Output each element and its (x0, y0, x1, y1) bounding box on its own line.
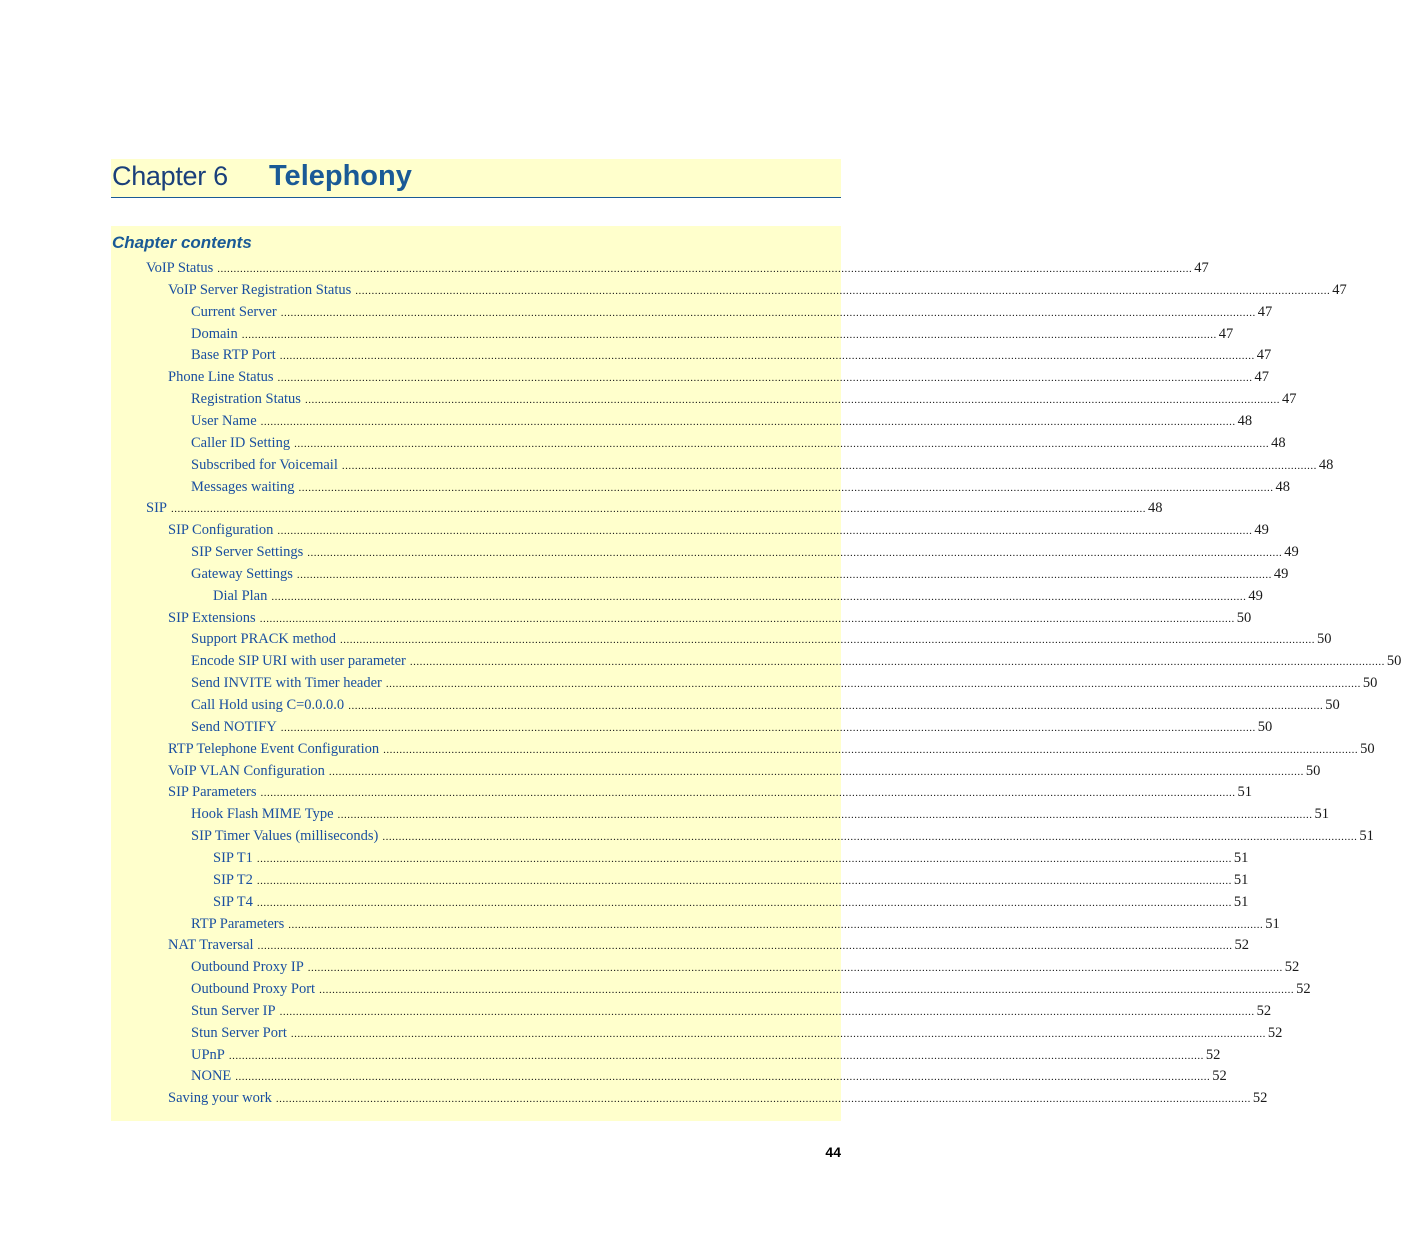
chapter-title: Telephony (269, 160, 412, 192)
toc-entry[interactable] (191, 979, 1311, 1001)
toc-entry-page: 52 (1212, 1068, 1227, 1085)
toc-entry-title: Current Server (191, 303, 277, 320)
toc-dot-leader: ............................................................................................................................................................................................................................................................................................................ (280, 306, 1256, 319)
toc-entry-page: 47 (1257, 303, 1273, 320)
toc-entry-title: SIP T1 (213, 849, 253, 866)
toc-dot-leader: ............................................................................................................................................................................................................................................................................................................ (290, 1027, 1266, 1040)
toc-dot-leader: ............................................................................................................................................................................................................................................................................................................ (348, 700, 1324, 712)
toc-entry[interactable] (213, 848, 1249, 870)
toc-entry[interactable] (168, 739, 1375, 761)
toc-entry[interactable] (191, 651, 1401, 673)
toc-entry-page: 50 (1257, 718, 1273, 735)
toc-entry-page: 48 (1275, 478, 1290, 495)
toc-entry[interactable] (191, 914, 1280, 936)
toc-entry-title: Stun Server Port (191, 1024, 287, 1041)
toc-entry-page: 51 (1265, 915, 1280, 932)
toc-entry-title: SIP Extensions (168, 609, 256, 626)
toc-entry[interactable] (191, 1001, 1272, 1023)
toc-entry[interactable] (168, 280, 1347, 302)
toc-entry-page: 52 (1234, 937, 1250, 954)
toc-entry[interactable] (213, 870, 1249, 892)
toc-entry-title: Messages waiting (191, 478, 295, 495)
toc-dot-leader: ............................................................................................................................................................................................................................................................................................................ (279, 1005, 1255, 1018)
toc-entry-title: Subscribed for Voicemail (191, 456, 338, 473)
toc-entry-page: 52 (1205, 1046, 1221, 1063)
toc-entry-title: VoIP Server Registration Status (168, 281, 352, 298)
toc-entry-title: SIP Timer Values (milliseconds) (191, 828, 379, 845)
toc-entry-page: 52 (1267, 1024, 1283, 1041)
toc-entry[interactable] (191, 826, 1374, 848)
toc-entry-page: 51 (1359, 828, 1374, 845)
toc-dot-leader: ............................................................................................................................................................................................................................................................................................................ (307, 547, 1283, 560)
toc-dot-leader: ............................................................................................................................................................................................................................................................................................................ (241, 328, 1217, 341)
toc-dot-leader: ............................................................................................................................................................................................................................................................................................................ (275, 1093, 1251, 1106)
toc-dot-leader: ............................................................................................................................................................................................................................................................................................................ (337, 809, 1313, 822)
toc-dot-leader: ............................................................................................................................................................................................................................................................................................................ (296, 568, 1272, 581)
toc-entry[interactable] (191, 455, 1334, 477)
toc-dot-leader: ............................................................................................................................................................................................................................................................................................................ (307, 962, 1283, 975)
toc-entry-page: 47 (1256, 347, 1272, 364)
toc-entry[interactable] (191, 1045, 1221, 1067)
toc-entry-page: 47 (1281, 391, 1297, 408)
toc-dot-leader: ............................................................................................................................................................................................................................................................................................................ (259, 612, 1235, 625)
toc-entry-title: SIP Configuration (168, 522, 274, 539)
toc-dot-leader: ............................................................................................................................................................................................................................................................................................................ (235, 1071, 1211, 1084)
toc-dot-leader: ............................................................................................................................................................................................................................................................................................................ (288, 918, 1264, 931)
toc-entry-page: 51 (1233, 849, 1249, 866)
toc-entry[interactable] (213, 892, 1249, 914)
toc-entry-page: 47 (1254, 369, 1270, 386)
toc-dot-leader: ............................................................................................................................................................................................................................................................................................................ (328, 765, 1304, 778)
toc-entry-title: NONE (191, 1068, 232, 1085)
toc-entry[interactable] (168, 761, 1321, 783)
toc-entry[interactable] (191, 389, 1297, 411)
toc-entry-page: 50 (1360, 740, 1375, 757)
toc-dot-leader: ............................................................................................................................................................................................................................................................................................................ (256, 874, 1232, 887)
toc-entry-title: SIP (146, 500, 167, 517)
toc-entry[interactable] (191, 542, 1299, 564)
toc-entry-title: SIP Parameters (168, 784, 257, 801)
toc-dot-leader: ............................................................................................................................................................................................................................................................................................................ (319, 984, 1295, 997)
toc-dot-leader: ............................................................................................................................................................................................................................................................................................................ (340, 634, 1316, 647)
toc-entry-title: Phone Line Status (168, 369, 274, 386)
toc-dot-leader: ............................................................................................................................................................................................................................................................................................................ (170, 503, 1146, 516)
toc-dot-leader: ............................................................................................................................................................................................................................................................................................................ (383, 743, 1359, 756)
toc-dot-leader: ............................................................................................................................................................................................................................................................................................................ (228, 1049, 1204, 1062)
toc-dot-leader: ............................................................................................................................................................................................................................................................................................................ (304, 394, 1280, 407)
toc-entry[interactable] (191, 564, 1289, 586)
chapter-label: Chapter 6 (112, 161, 228, 191)
toc-entry-page: 52 (1252, 1090, 1268, 1107)
toc-dot-leader: ............................................................................................................................................................................................................................................................................................................ (341, 459, 1317, 472)
toc-entry-title: SIP T2 (213, 871, 253, 888)
toc-entry-title: Hook Flash MIME Type (191, 806, 334, 823)
toc-entry-title: SIP T4 (213, 893, 253, 910)
toc-entry-page: 47 (1218, 325, 1234, 342)
toc-entry-page: 51 (1233, 893, 1249, 910)
toc-entry-title: Dial Plan (213, 587, 268, 604)
toc-entry-page: 50 (1317, 631, 1332, 648)
toc-entry[interactable] (191, 433, 1286, 455)
toc-entry-page: 48 (1237, 412, 1253, 429)
toc-entry-title: RTP Parameters (191, 915, 285, 932)
toc-dot-leader: ............................................................................................................................................................................................................................................................................................................ (409, 656, 1385, 669)
toc-entry-title: Send NOTIFY (191, 718, 277, 735)
toc-dot-leader: ............................................................................................................................................................................................................................................................................................................ (298, 481, 1274, 494)
toc-entry-title: SIP Server Settings (191, 544, 304, 561)
toc-dot-leader: ............................................................................................................................................................................................................................................................................................................ (279, 350, 1255, 363)
toc-entry-page: 50 (1325, 697, 1340, 713)
toc-entry-title: Gateway Settings (191, 565, 293, 582)
toc-dot-leader: ............................................................................................................................................................................................................................................................................................................ (277, 525, 1253, 538)
toc-entry-title: VoIP VLAN Configuration (168, 762, 325, 779)
toc-dot-leader: ............................................................................................................................................................................................................................................................................................................ (257, 940, 1233, 953)
toc-entry[interactable] (168, 367, 1270, 389)
toc-entry[interactable] (168, 1088, 1268, 1110)
toc-entry-page: 50 (1362, 675, 1378, 692)
toc-entry[interactable] (146, 498, 1163, 520)
toc-entry-page: 49 (1248, 587, 1263, 604)
toc-entry[interactable] (191, 324, 1234, 346)
toc-dot-leader: ............................................................................................................................................................................................................................................................................................................ (256, 896, 1232, 909)
toc-entry[interactable] (191, 302, 1273, 324)
toc-entry-page: 49 (1273, 565, 1289, 582)
toc-entry[interactable] (191, 717, 1273, 739)
toc-dot-leader: ............................................................................................................................................................................................................................................................................................................ (385, 678, 1361, 691)
toc-entry[interactable] (168, 935, 1250, 957)
toc-entry-page: 52 (1296, 981, 1311, 998)
toc-entry-title: Saving your work (168, 1090, 272, 1107)
toc-entry-page: 47 (1194, 260, 1209, 276)
toc-entry-page: 49 (1254, 522, 1269, 539)
toc-entry[interactable] (191, 411, 1253, 433)
toc-entry[interactable] (168, 782, 1252, 804)
toc-entry-title: Send INVITE with Timer header (191, 675, 382, 692)
toc-entry-page: 48 (1318, 456, 1334, 473)
toc-entry[interactable] (191, 673, 1378, 695)
toc-entry[interactable] (191, 1023, 1283, 1045)
chapter-header (111, 159, 841, 198)
toc-entry-page: 51 (1233, 871, 1249, 888)
toc-dot-leader: ............................................................................................................................................................................................................................................................................................................ (256, 852, 1232, 865)
toc-entry[interactable] (191, 957, 1300, 979)
toc-entry-title: NAT Traversal (168, 937, 254, 954)
toc-entry-title: Outbound Proxy IP (191, 959, 304, 976)
toc-entry-title: Support PRACK method (191, 631, 337, 648)
toc-entry[interactable] (191, 629, 1332, 651)
toc-dot-leader: ............................................................................................................................................................................................................................................................................................................ (271, 590, 1247, 603)
toc-dot-leader: ............................................................................................................................................................................................................................................................................................................ (260, 415, 1236, 428)
toc-entry-page: 51 (1237, 784, 1252, 801)
toc-dot-leader: ............................................................................................................................................................................................................................................................................................................ (260, 787, 1236, 800)
toc-entry[interactable] (168, 608, 1252, 630)
toc-entry[interactable] (191, 345, 1272, 367)
toc-entry[interactable] (191, 695, 1340, 717)
toc-entry-title: Registration Status (191, 391, 301, 408)
toc-dot-leader: ............................................................................................................................................................................................................................................................................................................ (294, 437, 1270, 450)
toc-dot-leader: ............................................................................................................................................................................................................................................................................................................ (277, 372, 1253, 385)
toc-entry-title: RTP Telephone Event Configuration (168, 740, 380, 757)
toc-entry-page: 50 (1386, 653, 1401, 670)
toc-entry-title: Caller ID Setting (191, 434, 291, 451)
toc-entry-page: 51 (1314, 806, 1330, 823)
toc-entry-page: 48 (1271, 434, 1286, 451)
toc-entry-title: User Name (191, 412, 257, 429)
toc-dot-leader: ............................................................................................................................................................................................................................................................................................................ (280, 721, 1256, 734)
toc-entry-title: Outbound Proxy Port (191, 981, 316, 998)
toc-dot-leader: ............................................................................................................................................................................................................................................................................................................ (355, 284, 1331, 297)
toc-entry-title: VoIP Status (146, 260, 214, 276)
toc-entry-title: Call Hold using C=0.0.0.0 (191, 697, 345, 713)
toc-entry[interactable] (191, 804, 1330, 826)
toc-entry-title: Encode SIP URI with user parameter (191, 653, 406, 670)
toc-dot-leader: ............................................................................................................................................................................................................................................................................................................ (217, 263, 1193, 275)
chapter-contents-box (111, 226, 1401, 1121)
toc-entry[interactable] (168, 520, 1269, 542)
toc-entry-page: 49 (1284, 544, 1299, 561)
toc-entry[interactable] (213, 586, 1263, 608)
toc-entry-title: Domain (191, 325, 238, 342)
toc-dot-leader: ............................................................................................................................................................................................................................................................................................................ (382, 831, 1358, 844)
toc-entry-title: Base RTP Port (191, 347, 276, 364)
toc-entry-page: 50 (1305, 762, 1321, 779)
toc-entry[interactable] (191, 477, 1290, 499)
page-number: 44 (825, 1144, 841, 1160)
toc-entry-page: 52 (1256, 1002, 1272, 1019)
toc-entry-title: Stun Server IP (191, 1002, 276, 1019)
toc-entry[interactable] (146, 258, 1209, 280)
toc-entry-page: 52 (1284, 959, 1300, 976)
toc-entry-page: 50 (1236, 609, 1252, 626)
toc-entry-page: 48 (1147, 500, 1163, 517)
toc-entry[interactable] (191, 1066, 1227, 1088)
toc-entry-page: 47 (1332, 281, 1347, 298)
toc-entry-title: UPnP (191, 1046, 225, 1063)
contents-heading: Chapter contents (112, 233, 252, 252)
